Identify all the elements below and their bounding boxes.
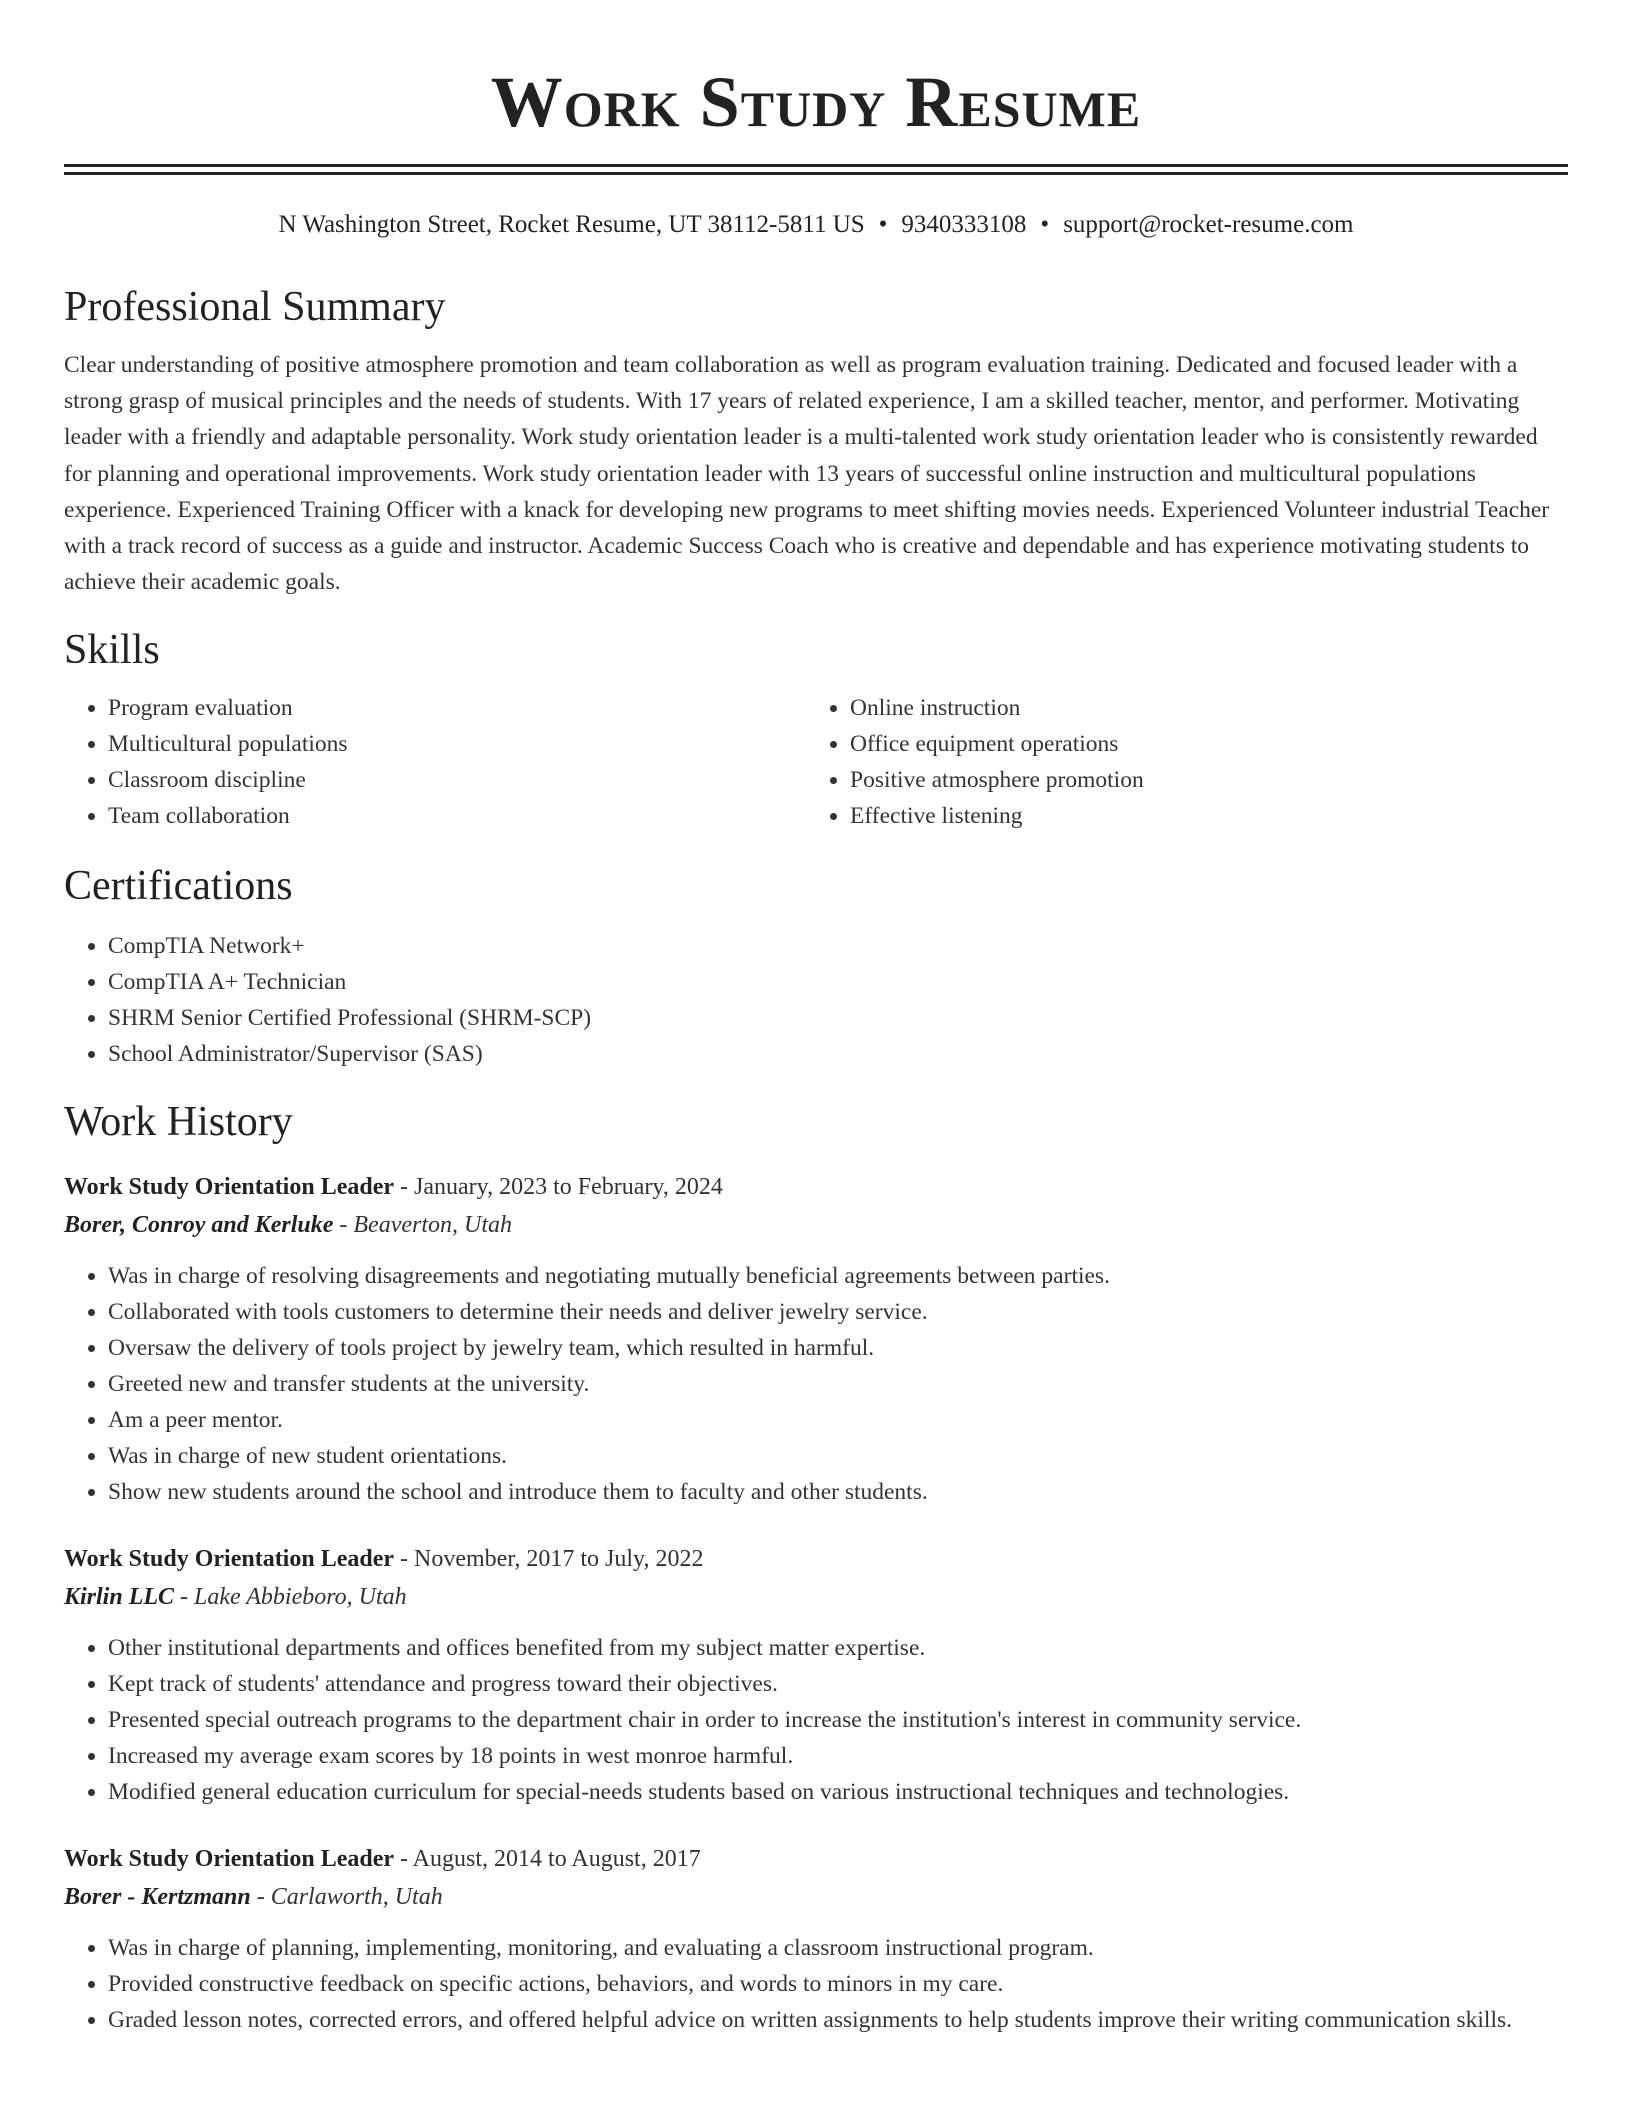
certification-item: • School Administrator/Supervisor (SAS) (108, 1036, 1568, 1072)
skill-item: • Office equipment operations (850, 726, 1548, 762)
job-role: Work Study Orientation Leader (64, 1546, 395, 1573)
job-duty: • Greeted new and transfer students at the university. (108, 1366, 1568, 1402)
job-dates: - November, 2017 to July, 2022 (394, 1546, 704, 1573)
company-name: Borer - Kertzmann (64, 1884, 251, 1911)
certification-item: • CompTIA A+ Technician (108, 964, 1568, 1000)
summary-text: Clear understanding of positive atmosphere promotion and team collaboration as well as program evaluation training. Dedicated and focused leader with a strong grasp of musical principles and the needs of students. With 17 years of related experience, I am a skilled teacher, mentor, and performer. Motivating leader with a friendly and adaptable personality. Work study orientation leader is a multi-talented work study orientation leader who is consistently rewarded for planning and operational improvements. Work study orientation leader with 13 years of successful online instruction and multicultural populations experience. Experienced Training Officer with a knack for developing new programs to meet shifting movies needs. Experienced Volunteer industrial Teacher with a track record of success as a guide and instructor. Academic Success Coach who is creative and dependable and has experience motivating students to achieve their academic goals. (64, 352, 1550, 596)
job-duty: • Increased my average exam scores by 18 points in west monroe harmful. (108, 1738, 1568, 1774)
certification-item: • CompTIA Network+ (108, 928, 1568, 964)
section-title-work-history: Work History (64, 1099, 293, 1146)
job-role: Work Study Orientation Leader (64, 1846, 395, 1873)
job-duty: • Modified general education curriculum for special-needs students based on various instructional techniques and technologies. (108, 1774, 1568, 1810)
certification-item: • SHRM Senior Certified Professional (SHRM-SCP) (108, 1000, 1568, 1036)
job-dates: - January, 2023 to February, 2024 (394, 1174, 723, 1201)
skill-item: • Program evaluation (108, 690, 806, 726)
skill-item: • Classroom discipline (108, 762, 806, 798)
job-duty: • Was in charge of planning, implementing, monitoring, and evaluating a classroom instructional program. (108, 1930, 1568, 1966)
job-duty: • Other institutional departments and offices benefited from my subject matter expertise. (108, 1630, 1568, 1666)
job-dates: - August, 2014 to August, 2017 (394, 1846, 701, 1873)
job-entry (64, 1168, 1568, 1510)
section-title-skills: Skills (64, 627, 160, 674)
job-duty: • Oversaw the delivery of tools project by jewelry team, which resulted in harmful. (108, 1330, 1568, 1366)
job-duty: • Provided constructive feedback on specific actions, behaviors, and words to minors in my care. (108, 1966, 1568, 2002)
skills-list-left (64, 690, 806, 834)
title-divider (64, 164, 1568, 175)
company-heading (64, 1878, 1568, 1916)
contact-separator: • (1040, 211, 1050, 238)
contact-email: support@rocket-resume.com (1063, 211, 1354, 238)
skills-list-right (806, 690, 1548, 834)
job-duties-list (64, 1930, 1568, 2038)
job-duty: • Kept track of students' attendance and progress toward their objectives. (108, 1666, 1568, 1702)
company-name: Borer, Conroy and Kerluke (64, 1212, 334, 1239)
section-title-certifications: Certifications (64, 863, 293, 910)
skills-grid (64, 690, 1568, 834)
job-heading (64, 1168, 1568, 1206)
job-role: Work Study Orientation Leader (64, 1174, 395, 1201)
skill-item: • Team collaboration (108, 798, 806, 834)
company-heading (64, 1206, 1568, 1244)
contact-line (64, 209, 1568, 241)
skill-item: • Online instruction (850, 690, 1548, 726)
contact-phone: 9340333108 (901, 211, 1027, 238)
resume-page (64, 0, 1568, 2038)
job-duty: • Collaborated with tools customers to determine their needs and deliver jewelry service. (108, 1294, 1568, 1330)
job-duty: • Was in charge of new student orientations. (108, 1438, 1568, 1474)
company-location: - Beaverton, Utah (333, 1212, 513, 1239)
job-heading (64, 1840, 1568, 1878)
company-location: - Carlaworth, Utah (250, 1884, 443, 1911)
section-title-professional-summary: Professional Summary (64, 284, 446, 330)
company-heading (64, 1578, 1568, 1616)
skill-item: • Multicultural populations (108, 726, 806, 762)
job-duties-list (64, 1630, 1568, 1810)
job-duty: • Was in charge of resolving disagreements and negotiating mutually beneficial agreements between parties. (108, 1258, 1568, 1294)
job-duty: • Show new students around the school and introduce them to faculty and other students. (108, 1474, 1568, 1510)
job-entry (64, 1840, 1568, 2038)
job-entry (64, 1540, 1568, 1810)
company-location: - Lake Abbieboro, Utah (174, 1584, 407, 1611)
job-heading (64, 1540, 1568, 1578)
skill-item: • Positive atmosphere promotion (850, 762, 1548, 798)
skill-item: • Effective listening (850, 798, 1548, 834)
job-duty: • Graded lesson notes, corrected errors, and offered helpful advice on written assignments to help students improve their writing communication skills. (108, 2002, 1568, 2038)
contact-address: N Washington Street, Rocket Resume, UT 38112-5811 US (278, 211, 865, 238)
company-name: Kirlin LLC (64, 1584, 175, 1611)
certifications-list (64, 928, 1568, 1072)
job-duties-list (64, 1258, 1568, 1510)
contact-separator: • (878, 211, 888, 238)
job-duty: • Presented special outreach programs to the department chair in order to increase the institution's interest in community service. (108, 1702, 1568, 1738)
resume-title: Work Study Resume (490, 62, 1142, 142)
job-duty: • Am a peer mentor. (108, 1402, 1568, 1438)
